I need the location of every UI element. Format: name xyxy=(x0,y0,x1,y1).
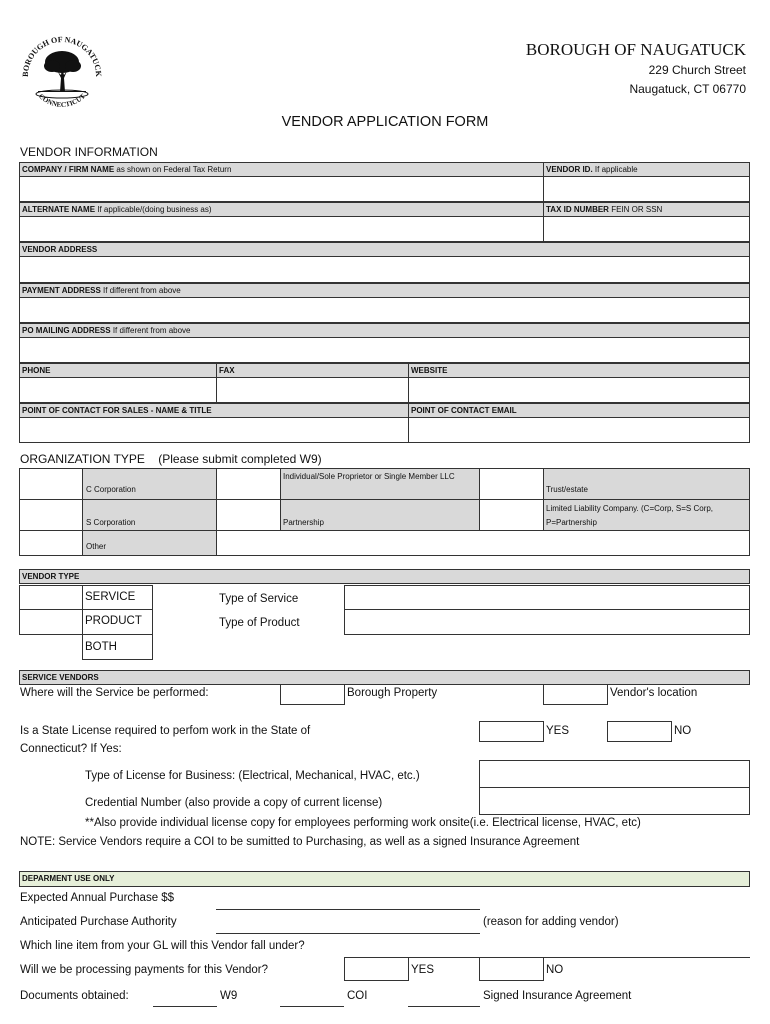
alternate-name-field[interactable] xyxy=(19,216,544,242)
website-field[interactable] xyxy=(408,377,750,403)
trust-label: Trust/estate xyxy=(543,468,750,500)
expected-purchase-field[interactable] xyxy=(216,909,480,910)
payment-address-field[interactable] xyxy=(19,297,750,323)
fax-label: FAX xyxy=(216,363,409,378)
gl-line-label: Which line item from your GL will this Vendor fall under? xyxy=(20,940,305,952)
both-label: BOTH xyxy=(82,634,153,660)
product-label: PRODUCT xyxy=(82,609,153,635)
poc-sales-field[interactable] xyxy=(19,417,409,443)
vendor-location-label: Vendor's location xyxy=(610,687,698,699)
vendor-location-checkbox[interactable] xyxy=(543,684,608,705)
license-type-label: Type of License for Business: (Electrical, Mechanical, HVAC, etc.) xyxy=(85,770,420,782)
license-no-checkbox[interactable] xyxy=(607,721,672,742)
website-label: WEBSITE xyxy=(408,363,750,378)
poc-email-label: POINT OF CONTACT EMAIL xyxy=(408,403,750,418)
partnership-label: Partnership xyxy=(280,499,480,531)
address-line-2: Naugatuck, CT 06770 xyxy=(629,82,746,96)
signed-agreement-label: Signed Insurance Agreement xyxy=(483,990,632,1002)
borough-property-checkbox[interactable] xyxy=(280,684,345,705)
coi-field[interactable] xyxy=(280,1006,344,1007)
tax-id-field[interactable] xyxy=(543,216,750,242)
service-vendors-header: SERVICE VENDORS xyxy=(19,670,750,685)
poc-email-field[interactable] xyxy=(408,417,750,443)
type-of-service-label: Type of Service xyxy=(219,593,299,605)
product-checkbox[interactable] xyxy=(19,609,83,635)
processing-yes-label: YES xyxy=(411,964,435,976)
phone-label: PHONE xyxy=(19,363,217,378)
anticipated-authority-field[interactable] xyxy=(216,933,480,934)
llc-label: Limited Liability Company. (C=Corp, S=S Corp, P=Partnership xyxy=(543,499,750,531)
where-performed-label: Where will the Service be performed: xyxy=(20,687,209,699)
individual-label: Individual/Sole Proprietor or Single Member LLC xyxy=(280,468,480,500)
other-field[interactable] xyxy=(216,530,750,556)
service-vendor-note: NOTE: Service Vendors require a COI to be sumitted to Purchasing, as well as a signed Insurance Agreement xyxy=(20,836,580,848)
credential-field[interactable] xyxy=(479,787,750,815)
s-corp-checkbox[interactable] xyxy=(19,499,83,531)
form-title: VENDOR APPLICATION FORM xyxy=(281,114,489,130)
vendor-info-title: VENDOR INFORMATION xyxy=(20,145,158,159)
fax-field[interactable] xyxy=(216,377,409,403)
license-no-label: NO xyxy=(674,725,692,737)
poc-sales-label: POINT OF CONTACT FOR SALES - NAME & TITLE xyxy=(19,403,409,418)
license-yes-checkbox[interactable] xyxy=(479,721,544,742)
tax-id-label: TAX ID NUMBER FEIN OR SSN xyxy=(543,202,750,217)
processing-no-label: NO xyxy=(546,964,564,976)
also-provide-note: **Also provide individual license copy for employees performing work onsite(i.e. Electrical license, HVAC, etc) xyxy=(85,817,641,829)
reason-label: (reason for adding vendor) xyxy=(483,916,619,928)
c-corp-checkbox[interactable] xyxy=(19,468,83,500)
alternate-name-label: ALTERNATE NAME If applicable/(doing business as) xyxy=(19,202,544,217)
org-type-title: ORGANIZATION TYPE (Please submit completed W9) xyxy=(20,452,322,466)
borough-property-label: Borough Property xyxy=(347,687,438,699)
s-corp-label: S Corporation xyxy=(82,499,217,531)
svg-text:CONNECTICUT: CONNECTICUT xyxy=(37,92,87,109)
org-name: BOROUGH OF NAUGATUCK xyxy=(525,40,746,59)
vendor-address-field[interactable] xyxy=(19,256,750,283)
documents-label: Documents obtained: xyxy=(20,990,129,1002)
individual-checkbox[interactable] xyxy=(216,468,281,500)
payment-address-label: PAYMENT ADDRESS If different from above xyxy=(19,283,750,298)
service-checkbox[interactable] xyxy=(19,585,83,610)
phone-field[interactable] xyxy=(19,377,217,403)
license-type-field[interactable] xyxy=(479,760,750,788)
vendor-id-field[interactable] xyxy=(543,176,750,202)
service-label: SERVICE xyxy=(82,585,153,610)
vendor-address-label: VENDOR ADDRESS xyxy=(19,242,750,257)
borough-seal xyxy=(14,28,110,124)
type-of-product-label: Type of Product xyxy=(219,617,300,629)
company-name-field[interactable] xyxy=(19,176,544,202)
anticipated-authority-label: Anticipated Purchase Authority xyxy=(20,916,177,928)
processing-label: Will we be processing payments for this Vendor? xyxy=(20,964,269,976)
coi-label: COI xyxy=(347,990,368,1002)
w9-label: W9 xyxy=(220,990,238,1002)
partnership-checkbox[interactable] xyxy=(216,499,281,531)
address-line-1: 229 Church Street xyxy=(648,63,746,77)
signed-agreement-field[interactable] xyxy=(408,1006,480,1007)
department-use-header: DEPARMENT USE ONLY xyxy=(19,871,750,887)
credential-label: Credential Number (also provide a copy of current license) xyxy=(85,797,383,809)
processing-no-checkbox[interactable] xyxy=(479,957,544,981)
processing-yes-checkbox[interactable] xyxy=(344,957,409,981)
company-name-label: COMPANY / FIRM NAME as shown on Federal Tax Return xyxy=(19,162,544,177)
license-question-line-1: Is a State License required to perfom work in the State of xyxy=(20,725,311,737)
type-of-product-field[interactable] xyxy=(344,609,750,635)
po-mailing-address-field[interactable] xyxy=(19,337,750,363)
svg-text:BOROUGH OF NAUGATUCK: BOROUGH OF NAUGATUCK xyxy=(20,34,104,78)
license-question-line-2: Connecticut? If Yes: xyxy=(20,743,122,755)
type-of-service-field[interactable] xyxy=(344,585,750,610)
vendor-type-header: VENDOR TYPE xyxy=(19,569,750,584)
other-checkbox[interactable] xyxy=(19,530,83,556)
expected-purchase-label: Expected Annual Purchase $$ xyxy=(20,892,175,904)
po-mailing-address-label: PO MAILING ADDRESS If different from above xyxy=(19,323,750,338)
llc-checkbox[interactable] xyxy=(479,499,544,531)
other-label: Other xyxy=(82,530,217,556)
vendor-id-label: VENDOR ID. If applicable xyxy=(543,162,750,177)
trust-checkbox[interactable] xyxy=(479,468,544,500)
w9-field[interactable] xyxy=(153,1006,217,1007)
c-corp-label: C Corporation xyxy=(82,468,217,500)
license-yes-label: YES xyxy=(546,725,570,737)
